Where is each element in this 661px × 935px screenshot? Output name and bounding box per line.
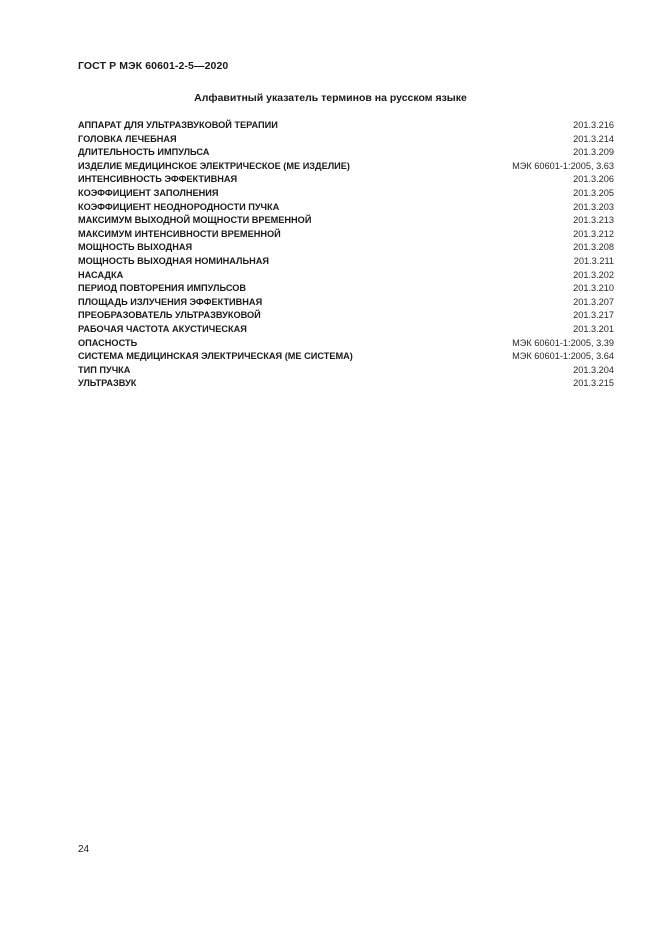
term-row xyxy=(78,214,614,228)
term-reference: МЭК 60601-1:2005, 3.39 xyxy=(512,337,614,348)
term-name: МАКСИМУМ ВЫХОДНОЙ МОЩНОСТИ ВРЕМЕННОЙ xyxy=(78,215,312,226)
term-reference: 201.3.208 xyxy=(573,242,614,253)
term-reference: 201.3.201 xyxy=(573,323,614,334)
index-title: Алфавитный указатель терминов на русском языке xyxy=(194,92,467,104)
term-row xyxy=(78,146,614,160)
term-row xyxy=(78,160,614,174)
term-reference: 201.3.215 xyxy=(573,378,614,389)
term-reference: 201.3.202 xyxy=(573,269,614,280)
term-reference: 201.3.205 xyxy=(573,187,614,198)
term-name: ТИП ПУЧКА xyxy=(78,364,131,375)
term-reference: 201.3.217 xyxy=(573,310,614,321)
term-name: ГОЛОВКА ЛЕЧЕБНАЯ xyxy=(78,133,177,144)
term-row xyxy=(78,364,614,378)
term-reference: 201.3.209 xyxy=(573,147,614,158)
term-row xyxy=(78,350,614,364)
term-index-list xyxy=(78,119,614,391)
term-reference: 201.3.210 xyxy=(573,283,614,294)
page-number: 24 xyxy=(78,844,90,855)
term-reference: 201.3.207 xyxy=(573,296,614,307)
term-name: МОЩНОСТЬ ВЫХОДНАЯ xyxy=(78,242,193,253)
term-row xyxy=(78,255,614,269)
term-row xyxy=(78,187,614,201)
term-reference: 201.3.203 xyxy=(573,201,614,212)
term-name: ИНТЕНСИВНОСТЬ ЭФФЕКТИВНАЯ xyxy=(78,174,238,185)
term-name: ПЛОЩАДЬ ИЗЛУЧЕНИЯ ЭФФЕКТИВНАЯ xyxy=(78,296,263,307)
term-row xyxy=(78,323,614,337)
term-reference: МЭК 60601-1:2005, 3.64 xyxy=(512,351,614,362)
term-name: МАКСИМУМ ИНТЕНСИВНОСТИ ВРЕМЕННОЙ xyxy=(78,228,281,239)
term-reference: 201.3.216 xyxy=(573,120,614,130)
term-name: КОЭФФИЦИЕНТ НЕОДНОРОДНОСТИ ПУЧКА xyxy=(78,201,280,212)
term-name: ИЗДЕЛИЕ МЕДИЦИНСКОЕ ЭЛЕКТРИЧЕСКОЕ (МЕ ИЗДЕЛИЕ) xyxy=(78,160,350,171)
term-name: КОЭФФИЦИЕНТ ЗАПОЛНЕНИЯ xyxy=(78,187,219,198)
term-reference: 201.3.214 xyxy=(573,133,614,144)
term-row xyxy=(78,337,614,351)
term-name: СИСТЕМА МЕДИЦИНСКАЯ ЭЛЕКТРИЧЕСКАЯ (МЕ СИСТЕМА) xyxy=(78,351,353,362)
term-reference: 201.3.211 xyxy=(573,255,614,266)
term-row xyxy=(78,282,614,296)
term-reference: 201.3.213 xyxy=(573,215,614,226)
term-row xyxy=(78,201,614,215)
term-name: УЛЬТРАЗВУК xyxy=(78,378,137,389)
term-name: АППАРАТ ДЛЯ УЛЬТРАЗВУКОВОЙ ТЕРАПИИ xyxy=(78,120,278,130)
document-standard-code: ГОСТ Р МЭК 60601-2-5—2020 xyxy=(78,60,229,72)
term-row xyxy=(78,228,614,242)
term-name: ДЛИТЕЛЬНОСТЬ ИМПУЛЬСА xyxy=(78,147,210,158)
term-row xyxy=(78,377,614,391)
term-row xyxy=(78,309,614,323)
term-row xyxy=(78,173,614,187)
term-name: ОПАСНОСТЬ xyxy=(78,337,138,348)
term-name: МОЩНОСТЬ ВЫХОДНАЯ НОМИНАЛЬНАЯ xyxy=(78,255,269,266)
term-reference: МЭК 60601-1:2005, 3.63 xyxy=(512,160,614,171)
term-name: ПРЕОБРАЗОВАТЕЛЬ УЛЬТРАЗВУКОВОЙ xyxy=(78,310,261,321)
term-reference: 201.3.212 xyxy=(573,228,614,239)
term-reference: 201.3.204 xyxy=(573,364,614,375)
term-name: НАСАДКА xyxy=(78,269,124,280)
term-name: ПЕРИОД ПОВТОРЕНИЯ ИМПУЛЬСОВ xyxy=(78,283,247,294)
term-row xyxy=(78,241,614,255)
term-name: РАБОЧАЯ ЧАСТОТА АКУСТИЧЕСКАЯ xyxy=(78,323,247,334)
term-row xyxy=(78,133,614,147)
term-reference: 201.3.206 xyxy=(573,174,614,185)
term-row xyxy=(78,269,614,283)
term-row xyxy=(78,296,614,310)
term-row xyxy=(78,119,614,133)
